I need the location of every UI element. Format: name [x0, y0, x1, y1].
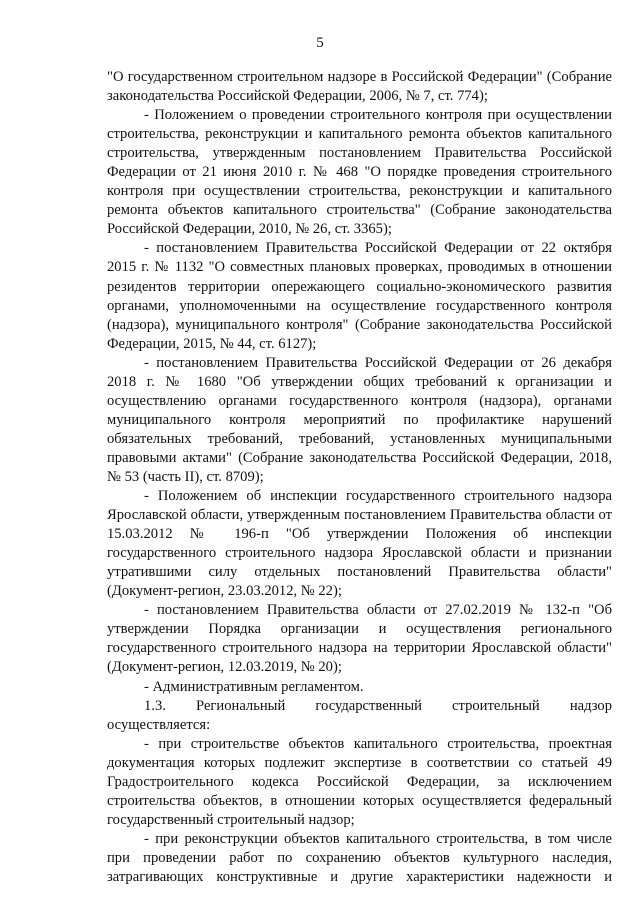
paragraph-administrative-regulation: - Административным регламентом. — [144, 678, 364, 695]
paragraph-resolution-1132: - постановлением Правительства Российской Федерации от 22 октября 2015 г. № 1132 "О совместных плановых проверках, проводимых в отношении резидентов территории опережающего социально-экономического развития органами, уполномоченными на осуществление государственного контроля (надзора), муниципального контроля" (Собрание законодательства Российской Федерации, 2015, № 44, ст. 6127); — [107, 240, 612, 352]
paragraph-resolution-132p: - постановлением Правительства области от 27.02.2019 № 132-п "Об утверждении Порядка организации и осуществления регионального государственного строительного надзора на территории Ярославской области" (Документ-регион, 12.03.2019, № 20); — [107, 602, 612, 676]
paragraph-law-citation: "О государственном строительном надзоре в Российской Федерации" (Собрание законодательства Российской Федерации, 2006, № 7, ст. 774); — [107, 69, 612, 105]
paragraph-reconstruction-item: - при реконструкции объектов капитального строительства, в том числе при проведении работ по сохранению объектов культурного наследия, затрагивающих конструктивные и другие характеристики надежности и — [107, 830, 612, 885]
paragraph-resolution-1680: - постановлением Правительства Российской Федерации от 26 декабря 2018 г. № 1680 "Об утверждении общих требований к организации и осуществлению органами государственного контроля (надзора), органами муниципального контроля мероприятий по профилактике нарушений обязательных требований, требований, установленных муниципальными правовыми актами" (Собрание законодательства Российской Федерации, 2018, № 53 (часть II), ст. 8709); — [107, 354, 612, 485]
document-body — [107, 68, 612, 887]
paragraph-section-1-3: 1.3. Региональный государственный строительный надзор осуществляется: — [107, 697, 612, 733]
paragraph-construction-control-regulation: - Положением о проведении строительного контроля при осуществлении строительства, реконструкции и капитального ремонта объектов капитального строительства, утвержденным постановлением Правительства Российской Федерации от 21 июня 2010 г. № 468 "О порядке проведения строительного контроля при осуществлении строительства, реконструкции и капитального ремонта объектов капитального строительства" (Собрание законодательства Российской Федерации, 2010, № 26, ст. 3365); — [107, 107, 612, 238]
page-number: 5 — [316, 35, 324, 51]
paragraph-inspection-regulation: - Положением об инспекции государственного строительного надзора Ярославской области, утвержденным постановлением Правительства области от 15.03.2012 № 196-п "Об утверждении Положения об инспекции государственного строительного надзора Ярославской области и признании утратившими силу отдельных постановлений Правительства области" (Документ-регион, 23.03.2012, № 22); — [107, 488, 612, 600]
paragraph-construction-item: - при строительстве объектов капитального строительства, проектная документация которых подлежит экспертизе в соответствии со статьей 49 Градостроительного кодекса Российской Федерации, за исключением строительства объектов, в отношении которых осуществляется федеральный государственный строительный надзор; — [107, 735, 612, 828]
